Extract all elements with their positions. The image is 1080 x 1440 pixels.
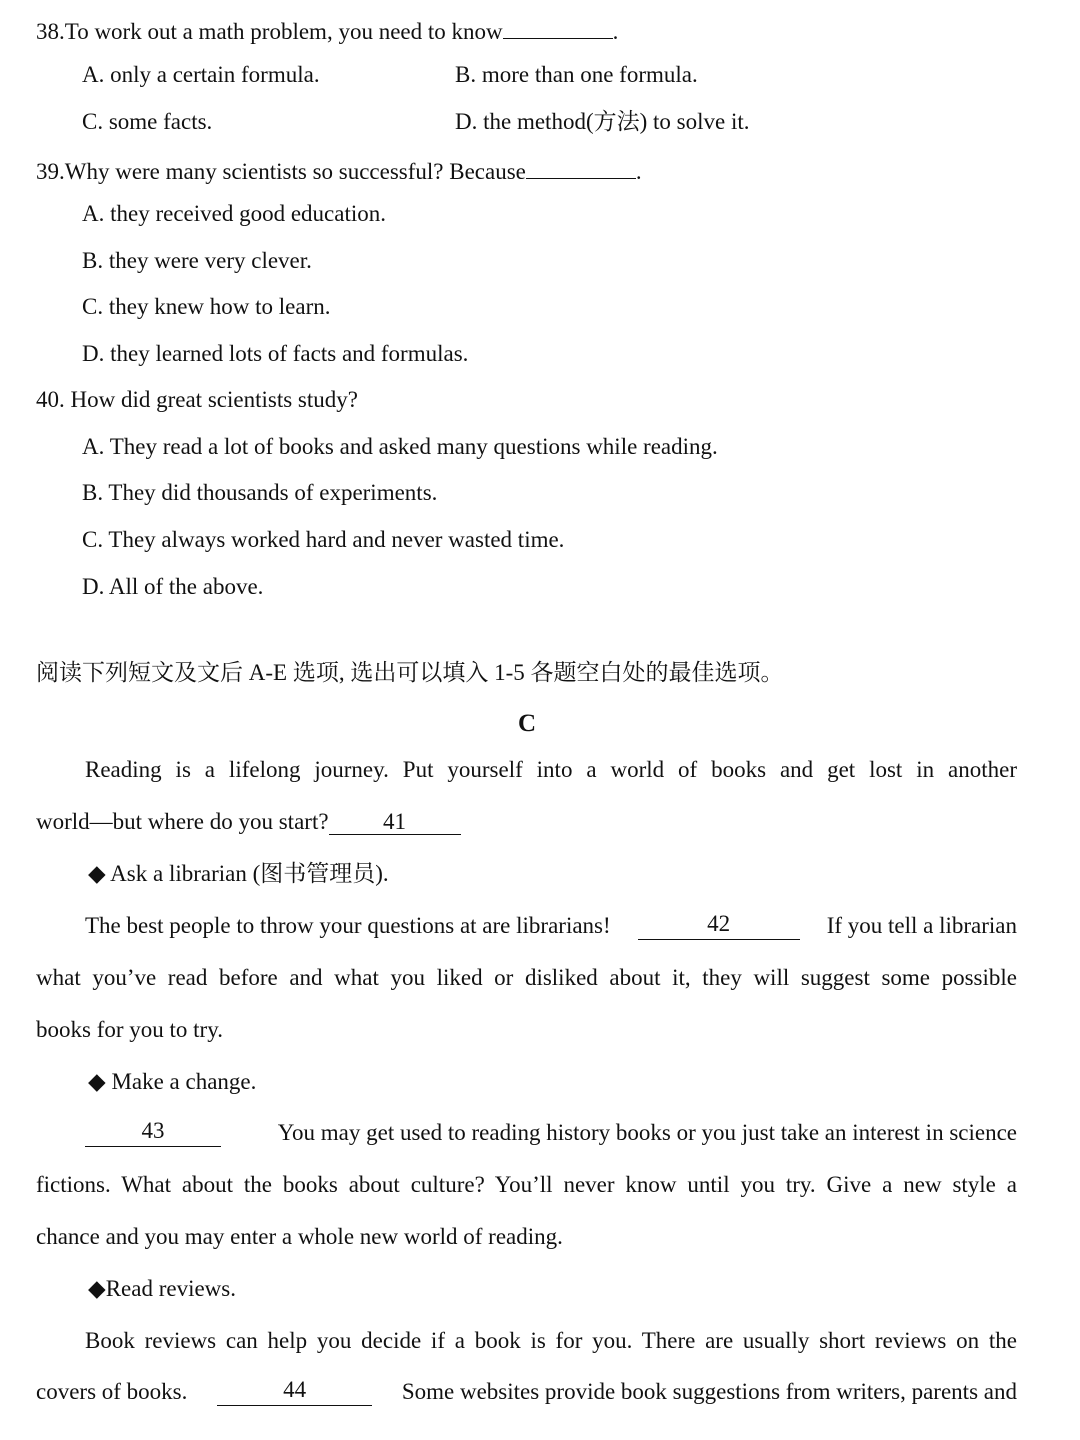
- heading-make-change: ◆ Make a change.: [88, 1069, 257, 1094]
- paragraph-2-text-a: The best people to throw your questions at are librarians!: [85, 913, 611, 938]
- paragraph-2-line-3: books for you to try.: [36, 1017, 223, 1042]
- blank-44: 44: [217, 1378, 372, 1406]
- option-39-b: B. they were very clever.: [82, 248, 312, 273]
- paragraph-4-text-a: covers of books.: [36, 1379, 188, 1404]
- option-39-c: C. they knew how to learn.: [82, 294, 331, 319]
- option-40-d: D. All of the above.: [82, 574, 264, 599]
- paragraph-3-line-2: fictions. What about the books about culture? You’ll never know until you try. Give a new style a: [36, 1172, 1017, 1197]
- paragraph-3-line-3: chance and you may enter a whole new world of reading.: [36, 1224, 563, 1249]
- option-39-a: A. they received good education.: [82, 201, 386, 226]
- paragraph-2-text-b: If you tell a librarian: [826, 913, 1017, 938]
- section-title: C: [517, 710, 537, 737]
- option-40-a: A. They read a lot of books and asked many questions while reading.: [82, 434, 718, 459]
- question-39: [36, 154, 642, 186]
- option-38-d: D. the method(方法) to solve it.: [455, 109, 750, 134]
- paragraph-1-line-2: [36, 808, 461, 836]
- paragraph-1-line-1: Reading is a lifelong journey. Put yourself into a world of books and get lost in another: [85, 757, 1017, 782]
- blank-41: 41: [329, 810, 461, 835]
- question-40-stem: 40. How did great scientists study?: [36, 387, 358, 412]
- blank-43: 43: [85, 1119, 221, 1147]
- paragraph-4-line-1: Book reviews can help you decide if a book is for you. There are usually short reviews on the: [85, 1328, 1017, 1353]
- answer-blank-39: [526, 154, 636, 179]
- paragraph-1-text: world—but where do you start?: [36, 809, 329, 834]
- heading-read-reviews: ◆Read reviews.: [88, 1276, 236, 1301]
- paragraph-2-line-1: [85, 912, 1017, 940]
- option-38-c: C. some facts.: [82, 109, 213, 134]
- paragraph-4-text-b: Some websites provide book suggestions from writers, parents and: [401, 1379, 1017, 1404]
- option-39-d: D. they learned lots of facts and formulas.: [82, 341, 469, 366]
- answer-blank-38: [503, 14, 613, 39]
- heading-ask-librarian: ◆ Ask a librarian (图书管理员).: [88, 861, 389, 886]
- question-39-stem: 39.Why were many scientists so successful? Because: [36, 159, 526, 184]
- option-40-c: C. They always worked hard and never wasted time.: [82, 527, 565, 552]
- question-38: [36, 14, 618, 46]
- paragraph-3-text-a: You may get used to reading history books or you just take an interest in science: [277, 1120, 1017, 1145]
- option-38-a: A. only a certain formula.: [82, 62, 320, 87]
- blank-42: 42: [638, 912, 800, 940]
- question-38-stem: 38.To work out a math problem, you need to know: [36, 19, 503, 44]
- question-39-end: .: [635, 159, 642, 184]
- option-38-b: B. more than one formula.: [455, 62, 698, 87]
- option-40-b: B. They did thousands of experiments.: [82, 480, 438, 505]
- paragraph-3-line-1: [85, 1119, 1017, 1147]
- paragraph-4-line-2: [36, 1378, 1017, 1406]
- paragraph-2-line-2: what you’ve read before and what you liked or disliked about it, they will suggest some possible: [36, 965, 1017, 990]
- instruction-text: 阅读下列短文及文后 A-E 选项, 选出可以填入 1-5 各题空白处的最佳选项。: [36, 660, 784, 685]
- question-38-end: .: [612, 19, 619, 44]
